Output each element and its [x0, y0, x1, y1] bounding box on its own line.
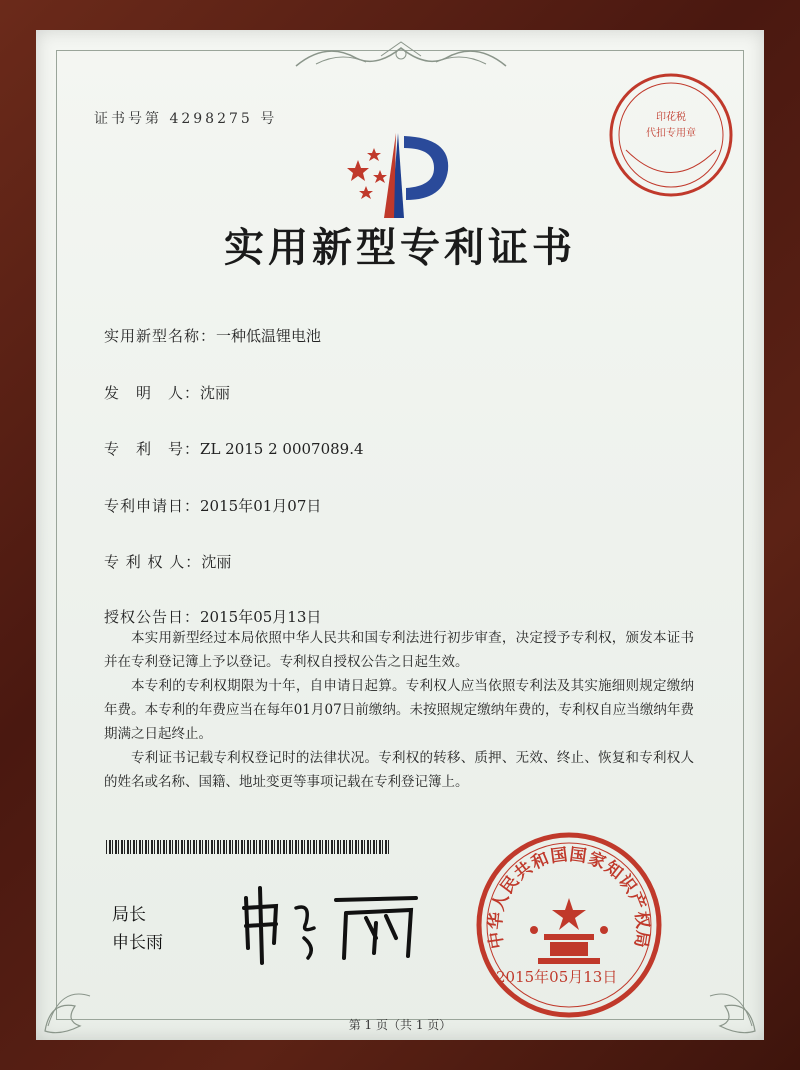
- svg-text:印花税: 印花税: [656, 112, 686, 123]
- grant-date-value: 2015年05月13日: [200, 608, 322, 626]
- inventor-value: 沈丽: [200, 384, 231, 402]
- patent-number-row: [104, 438, 364, 459]
- patentee-value: 沈丽: [201, 553, 232, 571]
- seal-date: 2015年05月13日: [496, 968, 618, 986]
- tax-stamp-seal: [606, 70, 736, 200]
- body-paragraph-2: 本专利的专利权期限为十年，自申请日起算。专利权人应当依照专利法及其实施细则规定缴纳年费。本专利的年费应当在每年01月07日前缴纳。未按照规定缴纳年费的，专利权自应当缴纳年费期满之日起终止。: [104, 678, 694, 742]
- body-paragraph-3: 专利证书记载专利权登记时的法律状况。专利权的转移、质押、无效、终止、恢复和专利权人的姓名或名称、国籍、地址变更等事项记载在专利登记簿上。: [104, 750, 694, 790]
- certificate-number-value: 4298275: [169, 111, 253, 127]
- certificate-number: [94, 108, 277, 128]
- utility-model-name-label: 实用新型名称：: [104, 327, 217, 345]
- barcode: [106, 840, 391, 854]
- patent-number-value: ZL 2015 2 0007089.4: [200, 440, 364, 458]
- director-title: 局长: [112, 905, 146, 925]
- grant-date-label: 授权公告日：: [104, 608, 201, 626]
- certificate-body: [104, 626, 694, 794]
- utility-model-name-row: [104, 325, 321, 346]
- director-signature: [236, 878, 426, 968]
- certificate-title: 实用新型专利证书: [224, 224, 576, 271]
- certificate-paper: [36, 30, 764, 1040]
- patent-number-label: 专 利 号：: [104, 440, 201, 458]
- svg-text:代扣专用章: 代扣专用章: [646, 128, 696, 139]
- page-footer: 第 1 页（共 1 页）: [348, 1018, 452, 1032]
- inventor-label: 发 明 人：: [104, 384, 201, 402]
- application-date-row: [104, 495, 321, 516]
- grant-date-row: [104, 606, 321, 627]
- certificate-number-label: 证书号第: [94, 111, 162, 127]
- official-seal: [474, 830, 664, 1020]
- inventor-row: [104, 382, 230, 403]
- application-date-label: 专利申请日：: [104, 497, 201, 515]
- patentee-row: [104, 551, 231, 572]
- seal-arc-text: 中华人民共和国国家知识产权局: [485, 844, 653, 951]
- body-paragraph-1: 本实用新型经过本局依照中华人民共和国专利法进行初步审查，决定授予专利权，颁发本证书并在专利登记簿上予以登记。专利权自授权公告之日起生效。: [104, 630, 694, 670]
- application-date-value: 2015年01月07日: [200, 497, 322, 515]
- utility-model-name-value: 一种低温锂电池: [216, 327, 322, 345]
- patentee-label: 专 利 权 人：: [104, 553, 202, 571]
- ornament-top: [286, 36, 516, 76]
- director-name: 申长雨: [112, 933, 163, 953]
- sipo-logo-icon: [336, 108, 466, 228]
- certificate-number-suffix: 号: [260, 111, 278, 127]
